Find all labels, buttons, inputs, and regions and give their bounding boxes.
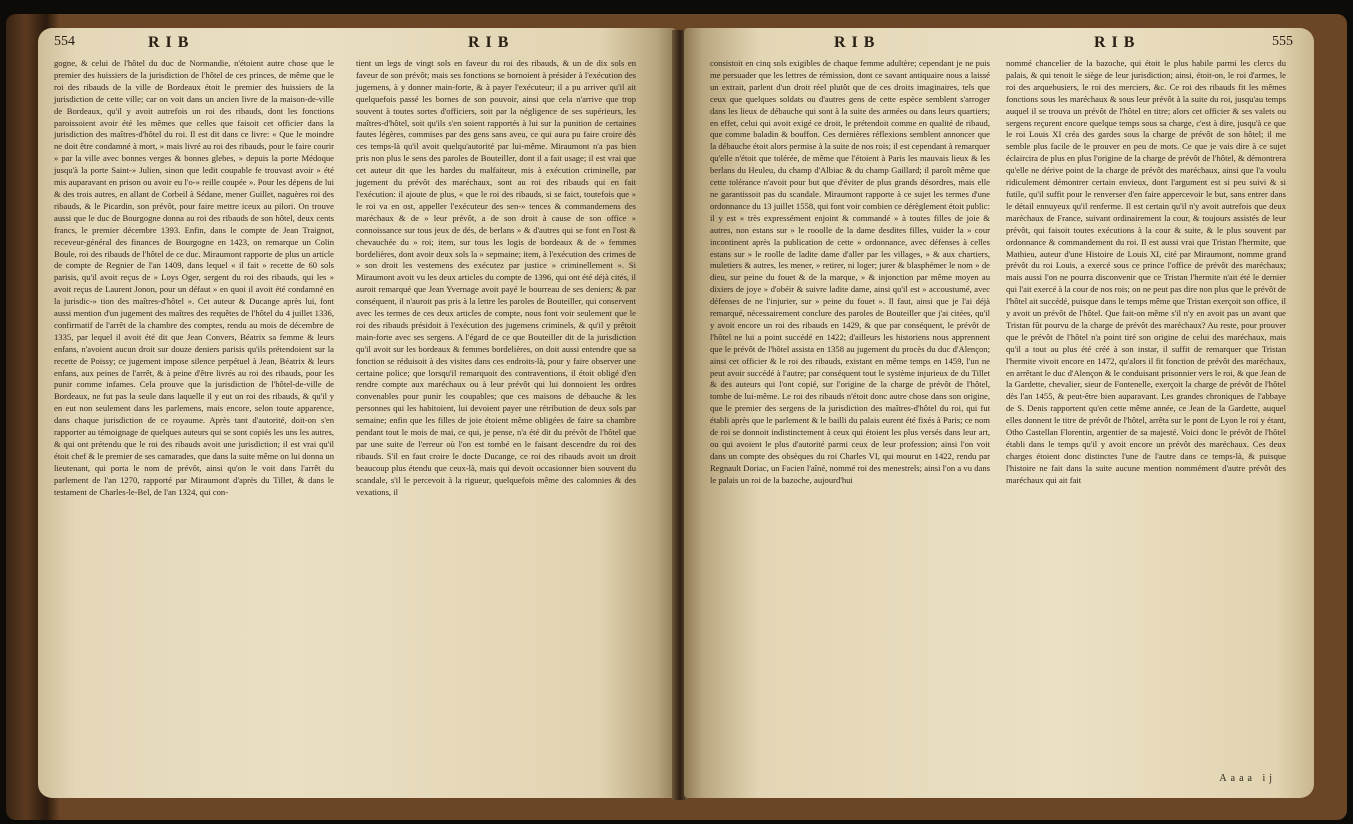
signature-mark: Aaaa ij bbox=[1219, 773, 1276, 784]
left-page bbox=[38, 28, 676, 798]
left-column-2: tient un legs de vingt sols en faveur du roi des ribauds, & un de dix sols en faveur de son prévôt; mais ses fonctions se bornoient à présider à l'exécution des jugemens, à y donner main-forte, & à payer l'exécuteur; il a pu arriver qu'il ait quelquefois passé les bornes de son pouvoir, ainsi que cela n'arrive que trop souvent à toutes sortes d'officiers, soit par la négligence de ses supérieurs, les maîtres-d'hôtel, soit qu'ils s'en soient rapportés à lui sur la punition de certaines fautes légères, commises par des gens sans aveu, ce qui aura pu faire croire dès ces temps-là qu'il avoit quelqu'autorité par lui-même. Miraumont n'a pas bien pris non plus le sens des paroles de Bouteiller, dont il a fait usage; il est vrai que cet auteur dit que les hardes du malfaiteur, mis à exécution criminelle, par jugement du prévôt des maréchaux, sont au roi des ribauds qui en fait l'exécution: il ajoute de plus, « que le roi des ribauds, si se faict, toutefois que » le roi va en ost, appeller l'exécuteur des sen-» tences & commandemens des maréchaux & de » leur prévôt, a de son droit à cause de son office » connoissance sur tous jeux de dés, de berlans » & d'autres qui se font en l'ost & chevauchée du » roi; item, sur tous les logis de bordeaux & de » femmes bordelières, dont avoir deux sols la » sepmaine; item, à l'exécution des crimes de » son droit les vestemens des exécutez par justice » criminellement ». Si Miraumont avoit vu les deux articles du compte de 1396, qui ont été déjà cités, il auroit remarqué que Jean Yvernage avoit payé le bourreau de ses deniers; & par conséquent, il n'auroit pas pris à la lettre les paroles de Bouteiller, qui conservent avec les termes de ces deux articles de compte, nous font voir seulement que le roi des ribauds présidoit à l'exécution des jugemens criminels, & qu'il y prêtoit main-forte avec ses sergens. A l'égard de ce que Bouteiller dit de la jurisdiction qu'il avoit sur les bordeaux & femmes bordelières, on doit aussi entendre que sa fonction se réduisoit à des visites dans ces endroits-là, pour y faire observer une certaine police; que lorsqu'il remarquoit des contraventions, il étoit obligé d'en rendre compte aux maréchaux ou à leur prévôt qui lui donnoient les ordres convenables pour punir les coupables; que ces maisons de débauche & les personnes qui les habitoient, lui devoient payer une rétribution de deux sols par semaine; enfin que les filles de joie étoient même obligées de faire sa chambre pendant tout le mois de mai, ce qui, je pense, n'a été dit du prévôt de l'hôtel que par une suite de l'erreur où l'on est tombé en le faisant descendre du roi des ribauds. S'il en faut croire le docte Ducange, ce roi des ribauds avoit un droit beaucoup plus étendu que ceux-là, mais qui devoit occasionner bien souvent du scandale, s'il le percevoit à la rigueur, quelquefois même des calomnies & des vexations, il bbox=[356, 58, 636, 497]
left-running-head-left: RIB bbox=[148, 34, 195, 51]
left-column-1: gogne, & celui de l'hôtel du duc de Normandie, n'étoient autre chose que le premier des huissiers de la jurisdiction de l'hôtel de ces princes, de même que le roi des ribauds de la ville de Bordeaux étoit le premier des huissiers de la jurisdiction de cette ville; car on voit dans un ancien livre de la maison-de-ville de Bordeaux, qu'il y avoit autrefois un roi des ribauds, dont les fonctions paroissoient avoir été les mêmes que celles que faisoit cet officier dans la jurisdiction des maîtres-d'hôtel du roi. Il est dit dans ce livre: « Que le moindre ne doit être condamné à mort, » mais livré au roi des ribauds, pour le faire courir » par la ville avec bonnes verges & bonnes glebes, » depuis la porte Médoque jusqu'à la porte Saint-» Julien, sinon que ledit coupable fe trouvast avoir » été mis auparavant en prison ou avoir eu l'o-» reille coupée ». Pour les dépens de lui & des trois autres, en allant de Corbeil à Sédane, mener Guillet, naguères roi des ribauds, & le Picardin, son prévôt, pour faire mettre iceux au pilori. On trouve aussi que le duc de Bourgogne donna au roi des ribauds de son hôtel, deux cents francs, le premier décembre 1393. Enfin, dans le compte de Jean Traignot, receveur-général des finances de Bourgogne en 1423, on remarque un Colin Boule, roi des ribauds de l'hôtel de ce duc. Miraumont rapporte de plus un article de compte de Regnier de l'an 1409, dans lequel « il fait » recette de 60 sols parisis, qu'il avoit reçus de » Loys Oger, sergent du roi des ribauds, qui les » avoit reçus de Laurent Jonon, pour un défaut » en quoi il avoit été condamné en la jurisdic-» tion des maîtres-d'hôtel ». Cet auteur & Ducange après lui, font aussi mention d'un jugement des maîtres des requêtes de l'hôtel du 4 juillet 1336, confirmatif de l'arrêt de la chambre des comptes, rendu au mois de décembre de 1335, par lequel il avoit été dit que Jean Convers, Béatrix sa femme & leurs enfans, n'avoient aucun droit sur douze deniers parisis qu'ils prétendoient sur la recette de Poissy; ce jugement impose silence perpétuel à Jean, Béatrix & leurs enfans, aux peines de l'arrêt, & à peine d'être livrés au roi des ribauds, pour les punir comme infames. Cela prouve que la jurisdiction de l'hôtel-de-ville de Bordeaux, ne fut pas la seule dans laquelle il y eut un roi des ribauds, & qu'il y en eut non seulement dans les parlemens, mais encore, selon toute apparence, dans chaque jurisdiction de ce royaume. Après tant d'autorité, doit-on s'en rapporter au témoignage de quelques auteurs qui se sont copiés les uns les autres, & qui ont prétendu que le roi des ribauds avoit une jurisdiction; il est vrai qu'il étoit chef & le premier de ses camarades, que dans la suite même on lui donna un lieutenant, qui porta le nom de prévôt, ainsi qu'on le voit dans l'arrêt du parlement de l'an 1270, rapporté par Miraumont d'après du Tillet, & dans le testament de Charles-le-Bel, de l'an 1324, qui con- bbox=[54, 58, 334, 497]
right-running-head-right: RIB bbox=[1094, 34, 1141, 51]
left-page-number: 554 bbox=[54, 34, 75, 49]
right-column-1: consistoit en cinq sols exigibles de chaque femme adultère; cependant je ne puis me persuader que les lettres de rémission, dont ce savant antiquaire nous a laissé un extrait, parlent d'un droit réel plutôt que de ces droits imaginaires, tels que ceux que quelques soldats ou d'autres gens de cette espèce semblent s'arroger dans les lieux de débauche qui sont à la suite des armées ou dans leurs quartiers; en effet, celui qui avoit exigé ce droit, le prétendoit comme en qualité de ribaud, que comme baladin & bouffon. Ces dernières réflexions semblent annoncer que la débauche étoit alors permise à la suite de nos rois; il est cependant à remarquer qu'elle n'étoit que tolérée, de même que l'étoient à Paris les mauvais lieux & les berlans du Heuleu, du champ d'Albiac & du champ Gaillard; il paroît même que cette tolérance n'avoit pour but que d'éviter de plus grands désordres, mais elle ne garantissoit pas du scandale. Miraumont rapporte à ce sujet les termes d'une ordonnance du 13 juillet 1558, qui font voir combien ce dérèglement étoit public: il y est « très expressément enjoint & commandé » à toutes filles de joie & autres, non estans sur » le rooolle de la dame desdites filles, vuider la » cour incontinent après la publication de cette » ordonnance, avec défenses à celles estans sur » le roolle de ladite dame d'aller par les villages, » & aux chartiers, muletiers & autres, les mener, » retirer, ni loger; jurer & blasphémer le nom » de dieu, sur peine du fouet & de la marque, » & injonction par même moyen au dixiers de joye » d'obéir & suivre ladite dame, ainsi qu'il est » accoustumé, avec défenses de ne l'injurier, sur » peine du fouet ». Il faut, ainsi que je l'ai déjà remarqué, nécessairement conclure des paroles de Bouteiller que j'ai citées, qu'il y avoit encore un roi des ribauds en 1429, & que par conséquent, le prévôt de l'hôtel ne lui a point succédé en 1422; d'ailleurs les historiens nous apprennent que le prévôt de l'hôtel assista en 1358 au jugement du procès du duc d'Alençon; ainsi cet officier & le roi des ribauds, existant en même temps en 1459, l'un ne peut avoir succédé à l'autre; par conséquent tout le système injurieux de du Tillet & des auteurs qui l'ont copié, sur l'origine de la charge de prévôt de l'hôtel, tombe de lui-même. Le roi des ribauds n'étoit donc autre chose dans son origine, que le premier des sergens de la jurisdiction des maîtres-d'hôtel du roi, qui fut établi après que le parlement & le bailli du palais eurent été fixés à Paris; ce nom de roi se donnoit indistinctement à ceux qui étoient les plus versés dans leur art, ou qui avoient le plus d'autorité parmi ceux de leur profession; ainsi l'on voit dans un compte des obsèques du roi Charles VI, qui mourut en 1422, rendu par Regnault Doriac, un Facien l'aîné, nommé roi des menestrels; ainsi l'on a vu dans le palais un roi de la bazoche, aujourd'hui bbox=[710, 58, 990, 485]
left-running-head-right: RIB bbox=[468, 34, 515, 51]
right-page-number: 555 bbox=[1272, 34, 1293, 49]
right-column-2: nommé chancelier de la bazoche, qui étoit le plus habile parmi les clercs du palais, & qui tenoit le siège de leur jurisdiction; ainsi, étoit-on, le roi d'armes, le roi des arquebusiers, le roi des merciers, &c. Ce roi des ribauds fit les mêmes fonctions sous les maréchaux & sous leur prévôt à la suite du roi, jusqu'au temps auquel il se trouva un prévôt de l'hôtel en titre; alors cet officier & ses valets ou sergens reçurent encore quelque temps sous sa charge, c'est à dire, jusqu'à ce que le roi Louis XI créa des gardes sous la charge de prévôt de son hôtel; il me semble plus facile de le prouver en peu de mots. Ce que je vais dire à ce sujet éclaircira de plus en plus l'origine de la charge de prévôt de l'hôtel, & démontrera qu'elle ne dérive point de la charge de prévôt des maréchaux, ainsi que l'a voulu ridiculement démontrer certain envieux, dont l'argument est si peu suivi & si futile, qu'il suffit pour le renverser d'en faire appercevoir le but, sans entrer dans le détail ennuyeux qu'il renferme. Il est certain qu'il n'y avoit autrefois que deux maréchaux de France, suivant ordinairement la cour, & toujours assistés de leur prévôt, qui faisoit toutes exécutions à la cour & suite, & le plus souvent par ordonnance & commandement du roi. Il est aussi vrai que Tristan l'hermite, que Mathieu, auteur d'une Histoire de Louis XI, cité par Miraumont, nomme grand prévôt du roi Louis, a exercé sous ce prince l'office de prévôt des maréchaux; mais aussi l'on ne pourra disconvenir que ce Tristan l'hermite n'ait été le dernier qui l'ait exercé à la cour de nos rois; on ne peut pas dire non plus que le prévôt de l'hôtel ait succédé, puisque dans le temps même que Tristan exerçoit son office, il y avoit un prévôt de l'hôtel. Que fait-on même s'il n'y en avoit pas un avant que Tristan fût pourvu de la charge de prévôt des maréchaux? Au reste, pour prouver que le prévôt de l'hôtel n'a point tiré son origine de celui des maréchaux, mais qu'il a tout au plus été créé à son instar, il suffit de remarquer que Tristan l'hermite vivoit encore en 1472, qu'alors il fit fonction de prévôt des maréchaux, en arrêtant le duc d'Alençon & le conduisant prisonnier vers le roi, & que Jean de la Gardette, chevalier, sieur de Fontenelle, exerçoit la charge de prévôt de l'hôtel dès l'an 1455, & peut-être bien auparavant. Les grandes chroniques de l'abbaye de S. Denis rapportent qu'en cette même année, ce Jean de la Gardette, auquel elles donnent le titre de prévôt de l'hôtel, arrêta sur le pont de Lyon le roi y étant, Otho Castellan Florentin, argentier de sa majesté. Voici donc le prévôt de l'hôtel établi dans le temps qu'il y avoit encore un prévôt des maréchaux. Ces deux charges étoient donc distinctes l'une de l'autre dans ce temps-là, & puisque l'histoire ne fait dans la suite aucune mention nommément d'autre prévôt des maréchaux qui ait fait bbox=[1006, 58, 1286, 485]
right-running-head-left: RIB bbox=[834, 34, 881, 51]
right-page bbox=[684, 28, 1314, 798]
